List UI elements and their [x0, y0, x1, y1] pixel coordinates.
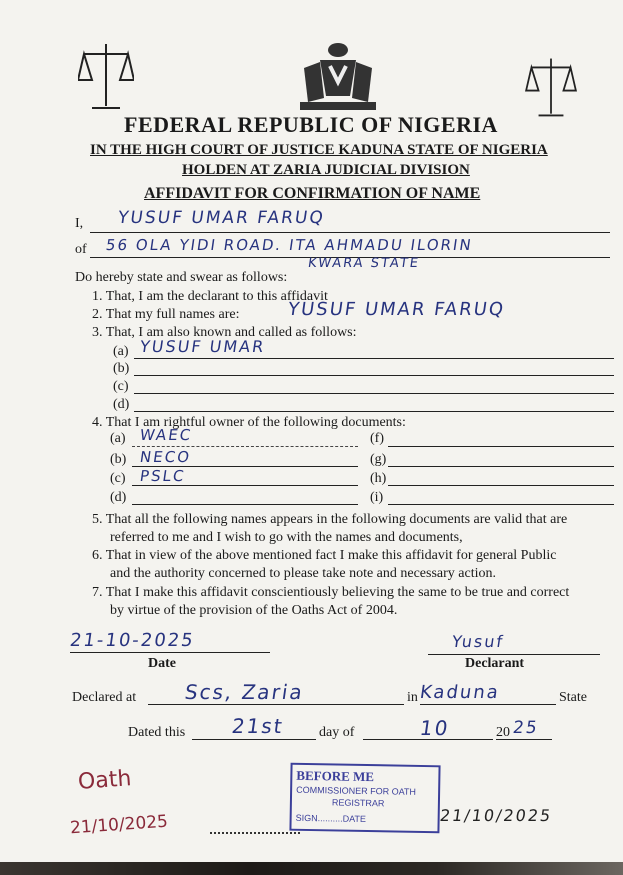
doc-a-value: WAEC	[138, 426, 194, 444]
state-value: Kaduna	[418, 682, 502, 703]
doc-a-label: (a)	[110, 431, 126, 446]
coat-of-arms-icon	[290, 38, 386, 116]
day-value: 21st	[230, 714, 286, 738]
alias-d-label: (d)	[113, 397, 130, 412]
stamp-handwritten-date: 21/10/2025	[438, 806, 554, 825]
scales-of-justice-icon	[524, 55, 578, 119]
doc-c-label: (c)	[110, 471, 126, 486]
court-heading: IN THE HIGH COURT OF JUSTICE KADUNA STATE OF NIGERIA	[90, 142, 548, 158]
item-5-line-1: 5. That all the following names appears in the following documents are valid that are	[92, 512, 568, 527]
division-heading: HOLDEN AT ZARIA JUDICIAL DIVISION	[182, 162, 470, 178]
stamp-sign-date: SIGN..........DATE	[295, 812, 367, 825]
doc-f-label: (f)	[370, 431, 384, 446]
affidavit-title: AFFIDAVIT FOR CONFIRMATION OF NAME	[144, 185, 481, 202]
commissioner-stamp	[289, 763, 440, 834]
item-6-line-2: and the authority concerned to please take note and necessary action.	[110, 566, 497, 581]
i-label: I,	[75, 216, 84, 231]
doc-b-label: (b)	[110, 452, 127, 467]
full-names-value: YUSUF UMAR FARUQ	[286, 299, 507, 320]
declarant-label: Declarant	[465, 656, 525, 671]
doc-d-label: (d)	[110, 490, 127, 505]
doc-i-label: (i)	[370, 490, 384, 505]
declared-at-value: Scs, Zaria	[183, 680, 306, 704]
declarant-signature: Yusuf	[450, 632, 506, 651]
declarant-name-value: YUSUF UMAR FARUQ	[116, 208, 327, 228]
of-label: of	[75, 242, 87, 257]
day-of-label: day of	[319, 725, 355, 740]
date-label: Date	[148, 656, 176, 671]
page-title: FEDERAL REPUBLIC OF NIGERIA	[124, 112, 498, 137]
item-7-line-1: 7. That I make this affidavit conscientiously believing the same to be true and correct	[92, 585, 570, 600]
doc-g-label: (g)	[370, 452, 387, 467]
scales-of-justice-icon	[78, 40, 134, 112]
item-2-label: 2. That my full names are:	[92, 307, 240, 322]
declared-at-label: Declared at	[72, 690, 137, 705]
state-label: State	[559, 690, 587, 705]
date-value: 21-10-2025	[68, 630, 197, 651]
in-label: in	[407, 690, 418, 705]
stamp-before-me: BEFORE ME	[296, 767, 375, 785]
year-prefix: 20	[496, 725, 510, 740]
stamp-registrar: REGISTRAR	[331, 797, 385, 809]
alias-a-label: (a)	[113, 344, 129, 359]
year-value: 25	[511, 718, 541, 738]
address-state-value: KWARA STATE	[306, 256, 421, 271]
dated-this-label: Dated this	[128, 725, 186, 740]
item-1: 1. That, I am the declarant to this affidavit	[92, 289, 328, 304]
doc-b-value: NECO	[138, 448, 193, 466]
oath-annotation: Oath	[77, 766, 133, 795]
oath-date-annotation: 21/10/2025	[69, 811, 169, 839]
item-3-label: 3. That, I am also known and called as follows:	[92, 325, 357, 340]
doc-h-label: (h)	[370, 471, 387, 486]
alias-b-label: (b)	[113, 361, 130, 376]
item-7-line-2: by virtue of the provision of the Oaths Act of 2004.	[110, 603, 398, 618]
item-4-label: 4. That I am rightful owner of the following documents:	[92, 415, 406, 430]
scan-edge	[0, 862, 623, 875]
address-value: 56 OLA YIDI ROAD. ITA AHMADU ILORIN	[104, 236, 474, 254]
stamp-commissioner: COMMISSIONER FOR OATH	[296, 784, 417, 797]
alias-c-label: (c)	[113, 379, 129, 394]
month-value: 10	[418, 716, 452, 740]
alias-a-value: YUSUF UMAR	[138, 337, 267, 356]
item-6-line-1: 6. That in view of the above mentioned fact I make this affidavit for general Public	[92, 548, 557, 563]
swear-statement: Do hereby state and swear as follows:	[75, 270, 288, 285]
item-5-line-2: referred to me and I wish to go with the names and documents,	[110, 530, 463, 545]
doc-c-value: PSLC	[138, 467, 187, 485]
